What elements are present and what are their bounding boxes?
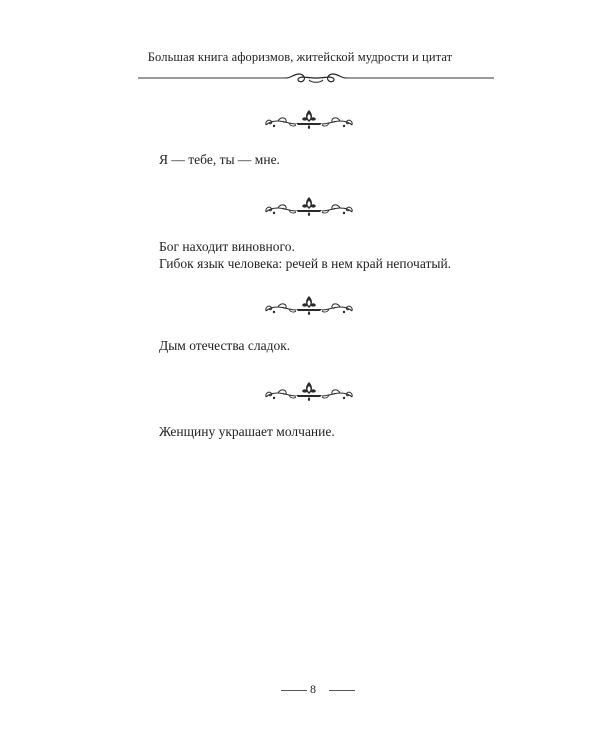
page-number: 8 — [310, 682, 316, 696]
aphorism-entry — [159, 337, 479, 354]
aphorism-entry — [159, 423, 479, 440]
aphorism-line: Гибок язык человека: речей в нем край непочатый. — [159, 256, 452, 271]
fleuron-ornament-icon — [262, 195, 356, 217]
fleuron-ornament-icon — [262, 108, 356, 130]
aphorism-entry — [159, 238, 479, 272]
fleuron-ornament-icon — [262, 294, 356, 316]
aphorism-line: Женщину украшает молчание. — [159, 424, 335, 439]
aphorism-line: Дым отечества сладок. — [159, 338, 291, 353]
fleuron-ornament-icon — [262, 380, 356, 402]
folio-rule-right — [329, 690, 355, 691]
aphorism-line: Я — тебе, ты — мне. — [159, 152, 280, 167]
page-footer — [0, 682, 600, 698]
aphorism-line: Бог находит виновного. — [159, 239, 295, 254]
aphorism-entry — [159, 151, 479, 168]
flourish-divider-icon — [138, 71, 494, 85]
running-head: Большая книга афоризмов, житейской мудрости и цитат — [147, 50, 453, 64]
